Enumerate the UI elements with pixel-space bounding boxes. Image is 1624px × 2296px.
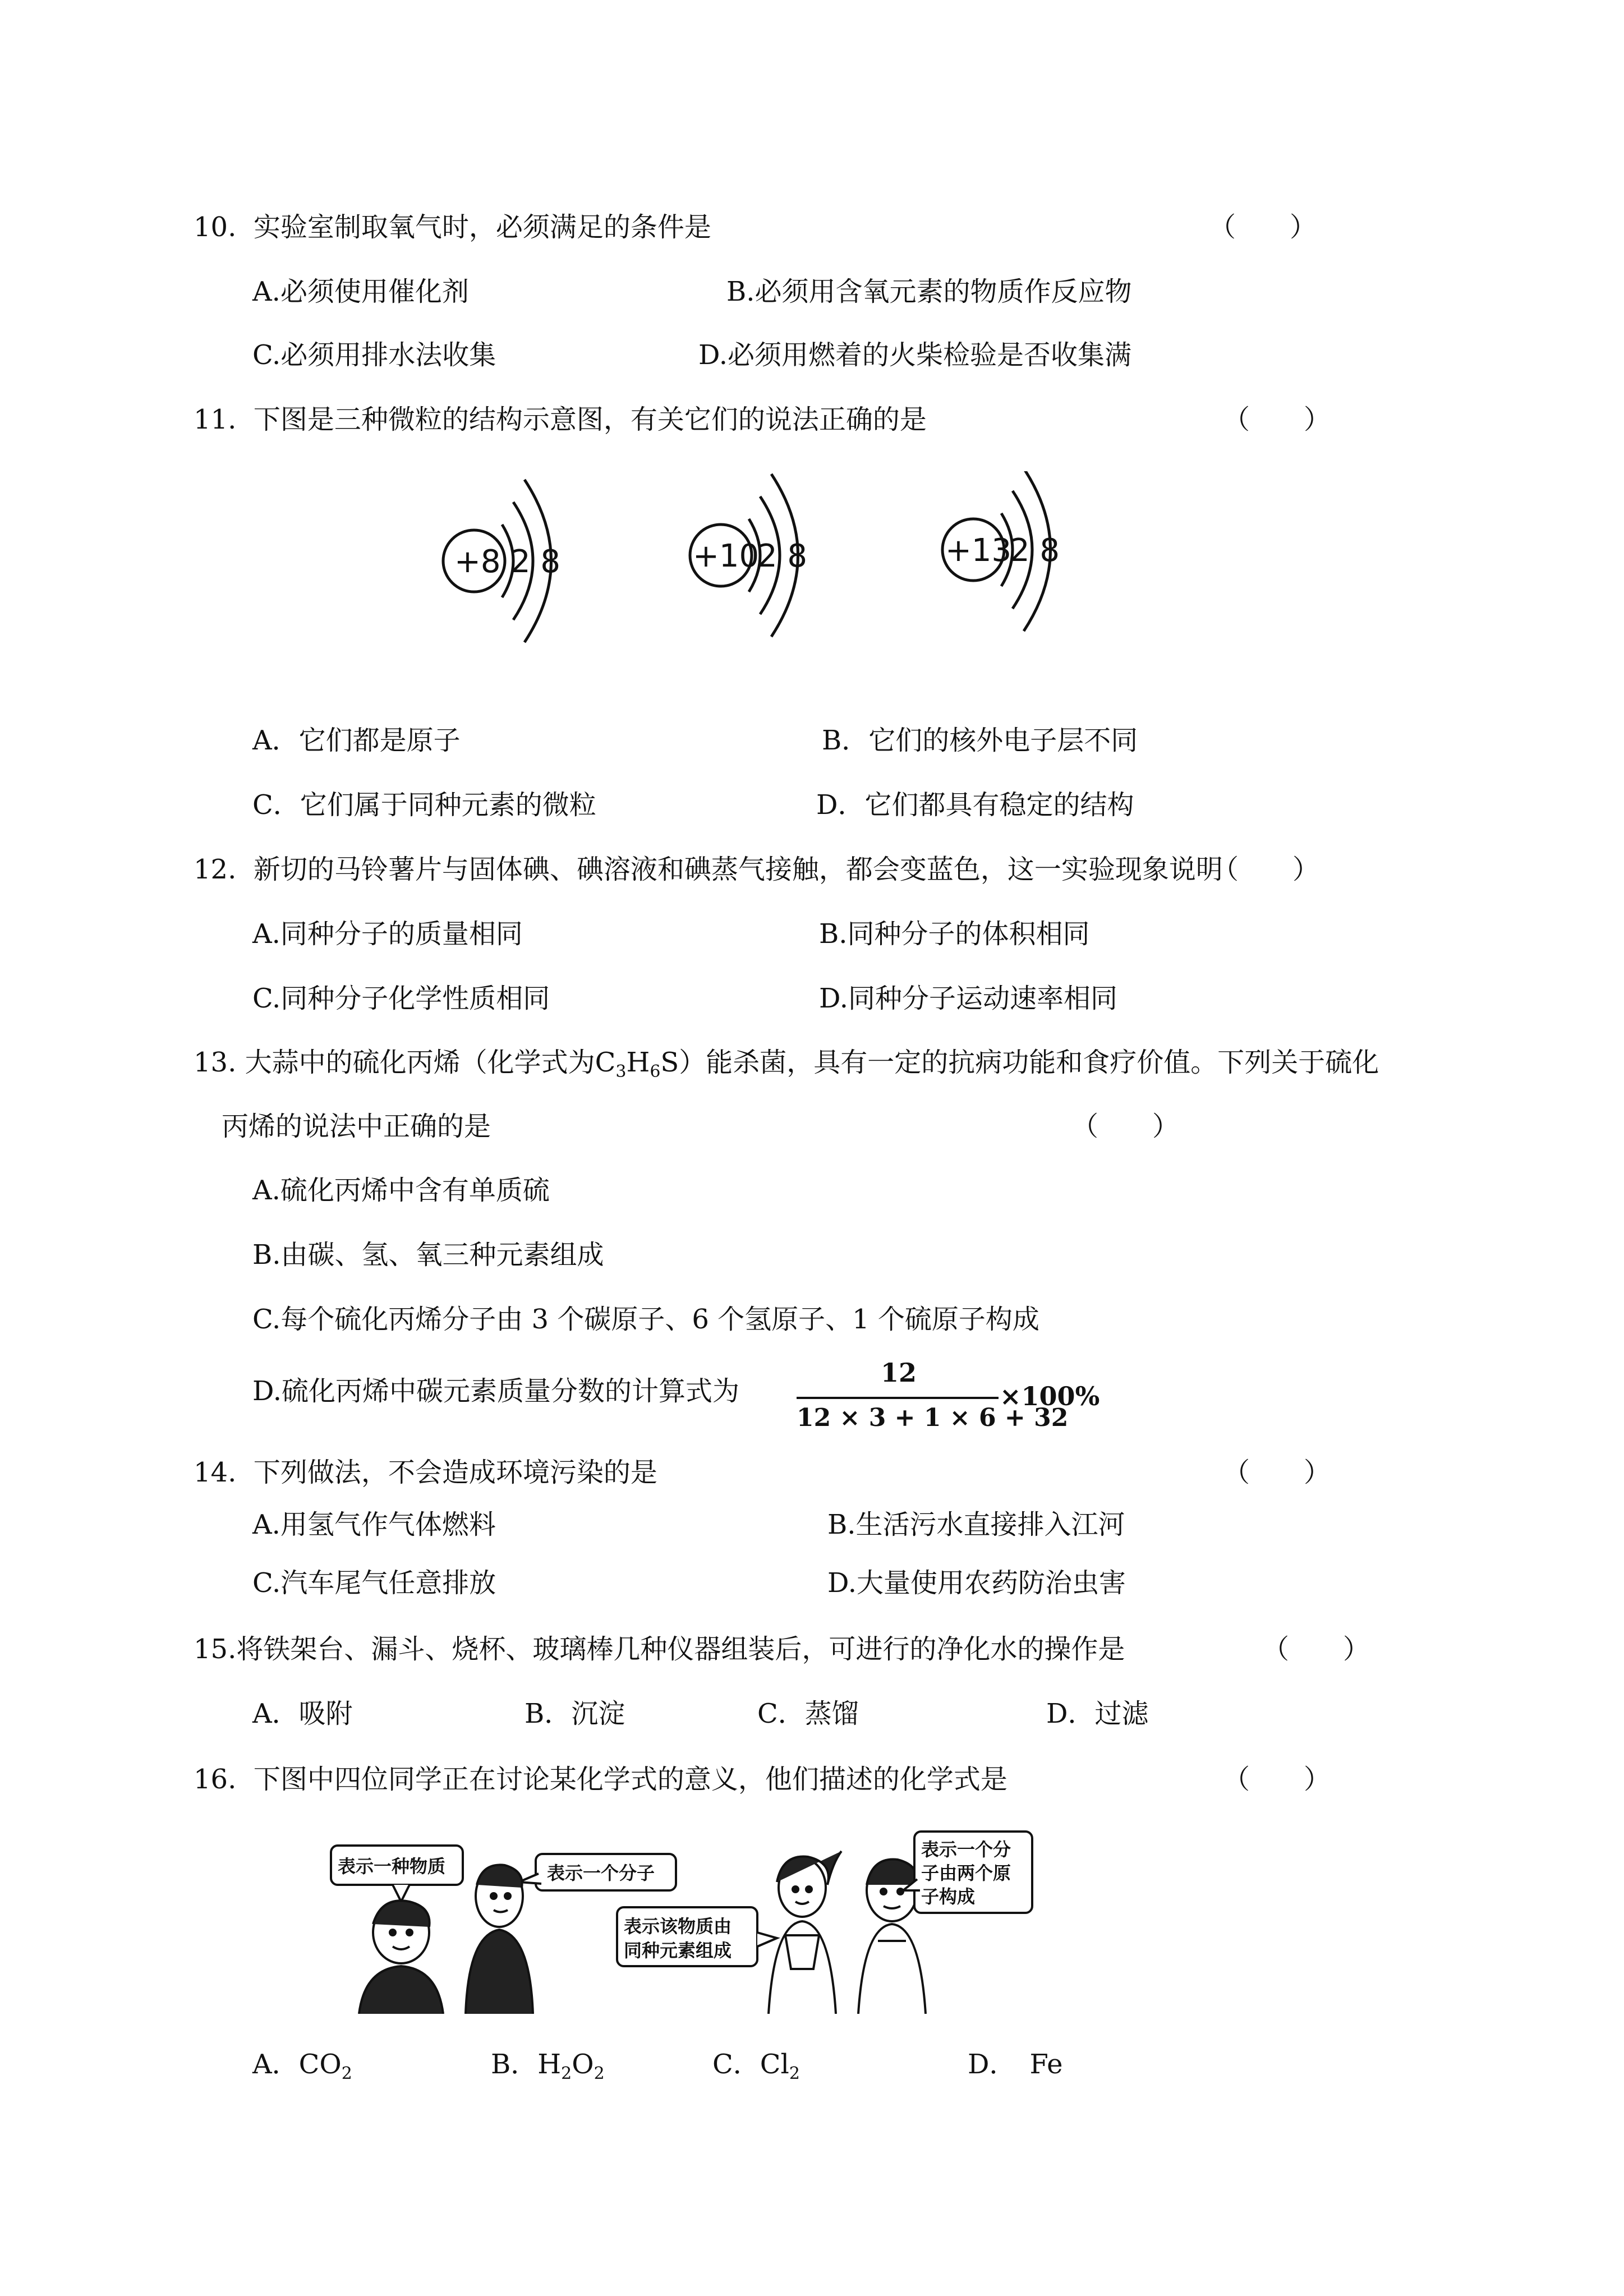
answer-parentheses: （ ）	[1262, 1634, 1370, 1665]
chemical-formula: $C_3H_6S$	[595, 1047, 679, 1082]
svg-text:表示一个分: 表示一个分	[921, 1839, 1011, 1860]
fraction-numerator: 12	[881, 1358, 917, 1388]
option-b: B.生活污水直接排入江河	[827, 1509, 1125, 1540]
svg-text:同种元素组成: 同种元素组成	[624, 1940, 732, 1961]
option-b: B．它们的核外电子层不同	[822, 725, 1138, 756]
svg-text:子构成: 子构成	[921, 1886, 976, 1907]
option-a: A.必须使用催化剂	[252, 276, 469, 307]
svg-text:表示该物质由: 表示该物质由	[624, 1916, 732, 1937]
question-text: 下图是三种微粒的结构示意图，有关它们的说法正确的是	[253, 404, 927, 435]
answer-parentheses: （ ）	[1209, 211, 1317, 243]
question-13-stem-line2: 丙烯的说法中正确的是	[222, 1111, 491, 1142]
option-b: B.同种分子的体积相同	[819, 918, 1090, 950]
svg-text:表示一个分子: 表示一个分子	[547, 1862, 655, 1884]
option-c: C.每个硫化丙烯分子由 3 个碳原子、6 个氢原子、1 个硫原子构成	[252, 1304, 1039, 1335]
question-text: 实验室制取氧气时，必须满足的条件是	[253, 211, 711, 243]
question-12-stem	[194, 853, 1223, 886]
option-d: D.必须用燃着的火柴检验是否收集满	[698, 339, 1132, 371]
option-b: B．沉淀	[525, 1698, 625, 1729]
student-figure-1	[359, 1901, 443, 2014]
question-text: 下列做法，不会造成环境污染的是	[253, 1457, 657, 1488]
student-figure-2	[466, 1865, 533, 2014]
fraction-multiplier: ×100%	[1000, 1381, 1100, 1411]
nucleus-charge: +8	[454, 544, 501, 580]
option-d: D.同种分子运动速率相同	[819, 983, 1118, 1014]
option-d: D． Fe	[968, 2049, 1063, 2080]
mass-fraction-formula	[797, 1358, 1111, 1442]
atom-diagram-3	[942, 471, 1060, 631]
option-c: C．蒸馏	[757, 1698, 859, 1729]
answer-parentheses: （ ）	[1223, 1457, 1331, 1488]
option-a: A.同种分子的质量相同	[252, 918, 523, 950]
option-c: C．$Cl_2$	[712, 2049, 800, 2083]
option-d: D．它们都具有稳定的结构	[816, 789, 1134, 821]
option-c: C.汽车尾气任意排放	[252, 1567, 496, 1599]
question-14-stem	[194, 1456, 657, 1489]
speech-bubble-4	[903, 1832, 1032, 1913]
option-b: B．$H_2O_2$	[491, 2049, 605, 2083]
option-c: C．它们属于同种元素的微粒	[252, 789, 596, 821]
question-10-stem	[194, 210, 711, 244]
answer-parentheses: （ ）	[1223, 1764, 1331, 1795]
option-c: C.必须用排水法收集	[252, 339, 496, 371]
electron-shells: 2 8	[757, 538, 808, 574]
question-number: 14.	[194, 1457, 237, 1488]
fraction-bar	[797, 1397, 999, 1399]
svg-text:表示一种物质: 表示一种物质	[338, 1856, 446, 1877]
option-b: B.由碳、氢、氧三种元素组成	[252, 1239, 604, 1271]
speech-bubble-2	[519, 1854, 676, 1890]
speech-bubble-3	[617, 1907, 777, 1966]
electron-shells: 2 8	[510, 544, 561, 580]
answer-parentheses: （ ）	[1071, 1111, 1180, 1142]
question-text: 大蒜中的硫化丙烯（化学式为	[245, 1047, 595, 1078]
question-text: 将铁架台、漏斗、烧杯、玻璃棒几种仪器组装后，可进行的净化水的操作是	[236, 1634, 1125, 1665]
electron-shells: 2 8	[1010, 532, 1060, 569]
question-number: 13.	[194, 1047, 237, 1078]
answer-parentheses: （ ）	[1223, 404, 1331, 435]
question-16-stem	[194, 1763, 1007, 1796]
student-figure-3	[769, 1851, 841, 2014]
question-number: 10.	[194, 211, 237, 243]
option-c: C.同种分子化学性质相同	[252, 983, 550, 1014]
question-15-stem	[194, 1632, 1125, 1666]
question-number: 16.	[194, 1764, 237, 1795]
option-a: A.用氢气作气体燃料	[252, 1509, 496, 1540]
question-13-stem	[194, 1046, 1379, 1082]
nucleus-charge: +10	[693, 538, 760, 574]
option-a: A．$CO_2$	[252, 2049, 352, 2083]
question-11-stem	[194, 403, 927, 436]
option-b: B.必须用含氧元素的物质作反应物	[726, 276, 1132, 307]
option-a: A．吸附	[252, 1698, 353, 1729]
students-discussion-illustration	[325, 1829, 1071, 2014]
option-d: D.硫化丙烯中碳元素质量分数的计算式为	[252, 1375, 740, 1407]
svg-text:子由两个原: 子由两个原	[921, 1862, 1011, 1884]
question-number: 12.	[194, 854, 237, 885]
question-text-continued: ）能杀菌，具有一定的抗病功能和食疗价值。下列关于硫化	[679, 1047, 1379, 1078]
option-a: A．它们都是原子	[252, 725, 461, 756]
answer-parentheses: （ ）	[1212, 854, 1320, 885]
option-d: D．过滤	[1046, 1698, 1149, 1729]
atom-diagram-2	[690, 474, 807, 637]
question-text: 下图中四位同学正在讨论某化学式的意义，他们描述的化学式是	[253, 1764, 1007, 1795]
question-text: 新切的马铃薯片与固体碘、碘溶液和碘蒸气接触，都会变蓝色，这一实验现象说明	[253, 854, 1223, 885]
fraction-denominator: 12 × 3 + 1 × 6 + 32	[797, 1404, 1069, 1432]
question-number: 11.	[194, 404, 237, 435]
nucleus-charge: +13	[945, 532, 1012, 569]
atom-diagram-1	[443, 480, 560, 642]
question-number: 15.	[194, 1634, 237, 1665]
atomic-structure-diagrams	[426, 471, 1071, 656]
option-d: D.大量使用农药防治虫害	[827, 1567, 1126, 1599]
speech-bubble-1	[331, 1846, 463, 1902]
option-a: A.硫化丙烯中含有单质硫	[252, 1175, 550, 1206]
